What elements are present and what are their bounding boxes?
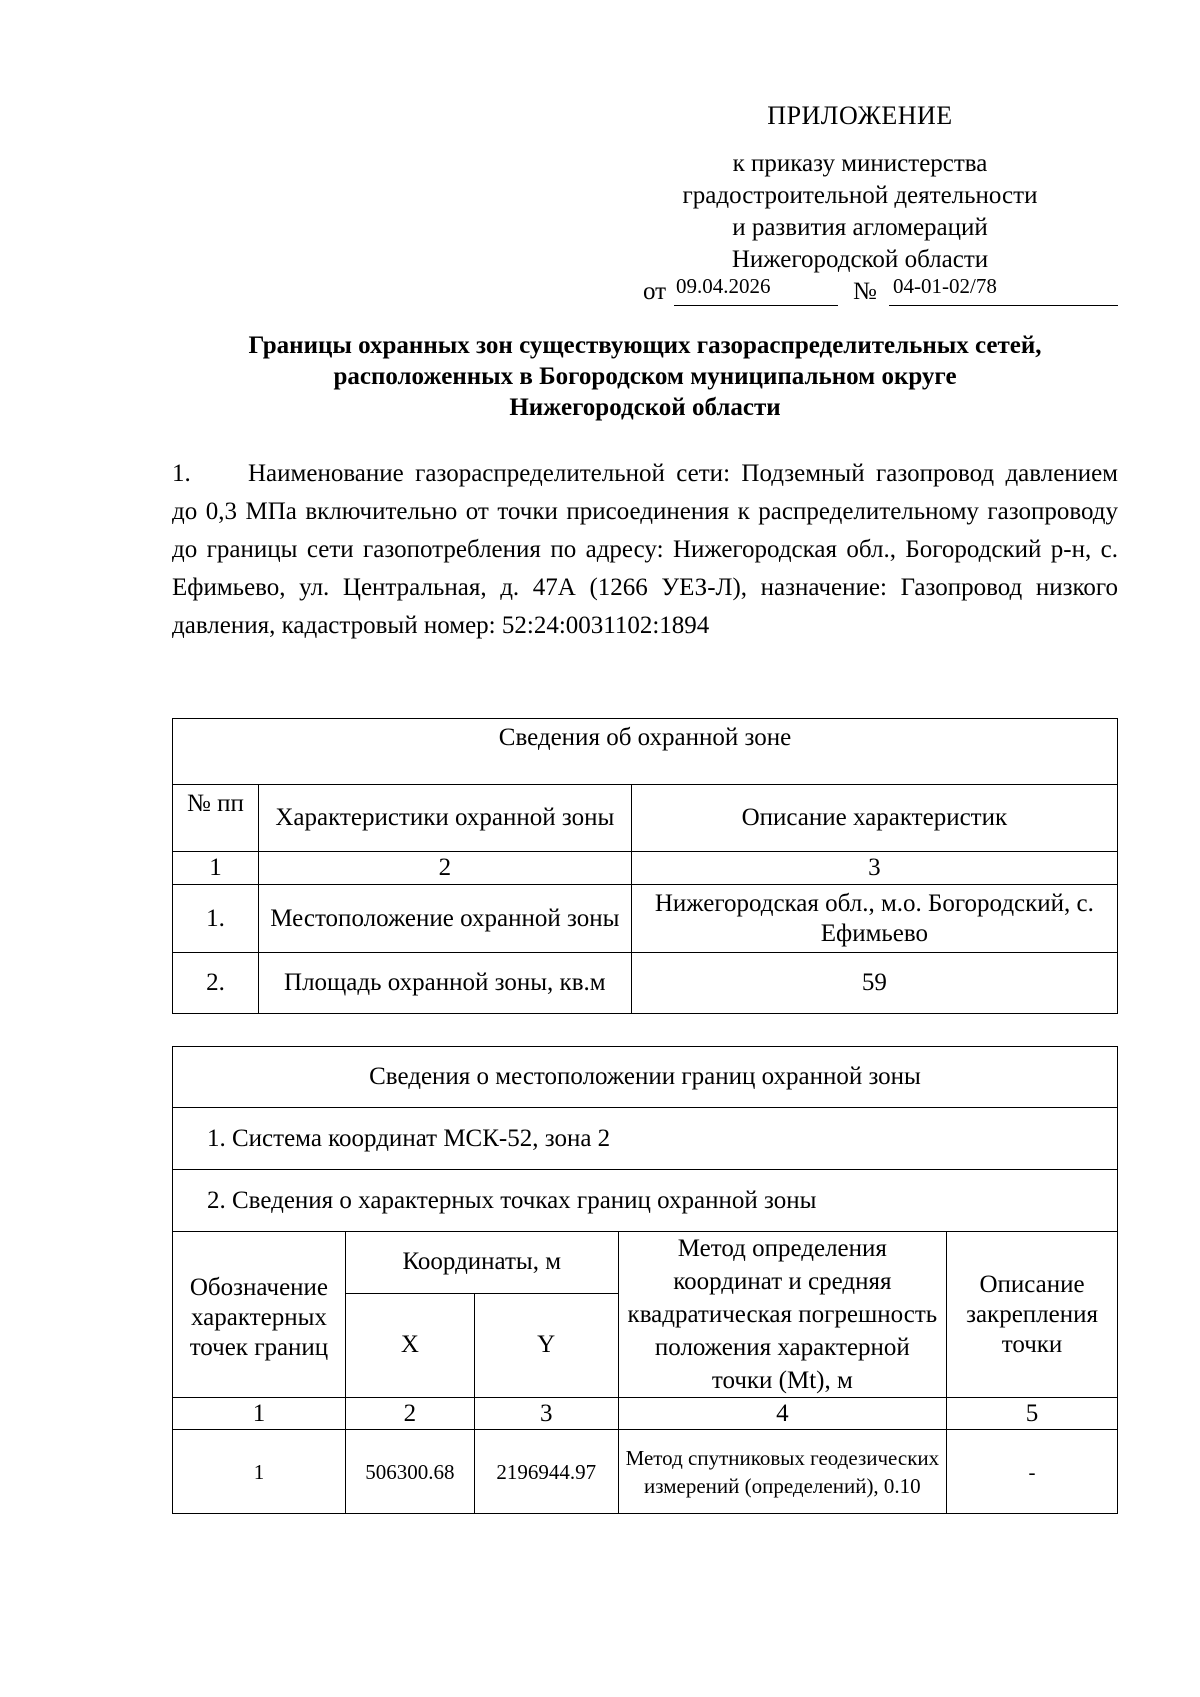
column-number: 1 bbox=[173, 852, 259, 885]
title-line: Границы охранных зон существующих газораспределительных сетей, bbox=[248, 332, 1042, 359]
row-characteristic: Площадь охранной зоны, кв.м bbox=[258, 953, 631, 1014]
appendix-line: и развития агломераций bbox=[732, 214, 988, 241]
header-method: Метод определения координат и средняя квадратическая погрешность положения характерной точки (Mt), м bbox=[618, 1232, 946, 1398]
point-x: 506300.68 bbox=[345, 1430, 474, 1514]
header-number: № пп bbox=[173, 785, 259, 852]
point-y: 2196944.97 bbox=[474, 1430, 618, 1514]
column-number: 4 bbox=[618, 1398, 946, 1430]
header-designation: Обозначение характерных точек границ bbox=[173, 1232, 346, 1398]
column-number: 2 bbox=[258, 852, 631, 885]
row-description: Нижегородская обл., м.о. Богородский, с. Ефимьево bbox=[631, 885, 1117, 953]
header-characteristics: Характеристики охранной зоны bbox=[258, 785, 631, 852]
appendix-line: градостроительной деятельности bbox=[682, 182, 1038, 209]
order-date: 09.04.2026 bbox=[676, 274, 771, 298]
column-number: 2 bbox=[345, 1398, 474, 1430]
number-prefix: № bbox=[853, 278, 877, 305]
column-number: 5 bbox=[947, 1398, 1118, 1430]
header-description: Описание характеристик bbox=[631, 785, 1117, 852]
paragraph-number: 1. bbox=[172, 460, 191, 487]
coordinate-system: 1. Система координат МСК-52, зона 2 bbox=[173, 1108, 1118, 1170]
point-designation: 1 bbox=[173, 1430, 346, 1514]
column-number: 1 bbox=[173, 1398, 346, 1430]
point-method: Метод спутниковых геодезических измерений (определений), 0.10 bbox=[618, 1430, 946, 1514]
date-prefix: от bbox=[643, 278, 667, 305]
table-caption-row bbox=[173, 1047, 1118, 1108]
row-description: 59 bbox=[631, 953, 1117, 1014]
header-fixing: Описание закрепления точки bbox=[947, 1232, 1118, 1398]
column-number-row bbox=[173, 852, 1118, 885]
points-title: 2. Сведения о характерных точках границ охранной зоны bbox=[173, 1170, 1118, 1232]
appendix-subtitle bbox=[640, 148, 1080, 276]
column-number: 3 bbox=[474, 1398, 618, 1430]
table-row bbox=[173, 885, 1118, 953]
paragraph-text: Наименование газораспределительной сети: Подземный газопровод давлением до 0,3 МПа включительно от точки присоединения к распределительному газопроводу до границы сети газопотребления по адресу: Нижегородская обл., Богородский р-н, с. Ефимьево, ул. Центральная, д. 47А (1266 УЕЗ-Л), назначение: Газопровод низкого давления, кадастровый номер: 52:24:0031102:1894 bbox=[172, 460, 1118, 639]
column-number: 3 bbox=[631, 852, 1117, 885]
table-row bbox=[173, 953, 1118, 1014]
table-header-row bbox=[173, 785, 1118, 852]
order-number: 04-01-02/78 bbox=[893, 274, 997, 298]
header-coordinates: Координаты, м bbox=[345, 1232, 618, 1294]
network-description bbox=[172, 455, 1118, 645]
column-number-row bbox=[173, 1398, 1118, 1430]
header-y: Y bbox=[474, 1293, 618, 1397]
row-number: 2. bbox=[173, 953, 259, 1014]
zone-table-caption: Сведения об охранной зоне bbox=[173, 719, 1118, 785]
point-fixing: - bbox=[947, 1430, 1118, 1514]
coordinates-table bbox=[172, 1046, 1118, 1514]
table-header-row bbox=[173, 1232, 1118, 1294]
points-title-row bbox=[173, 1170, 1118, 1232]
date-underline bbox=[674, 305, 838, 306]
coords-table-caption: Сведения о местоположении границ охранной зоны bbox=[173, 1047, 1118, 1108]
row-characteristic: Местоположение охранной зоны bbox=[258, 885, 631, 953]
table-caption-row bbox=[173, 719, 1118, 785]
table-row bbox=[173, 1430, 1118, 1514]
appendix-line: к приказу министерства bbox=[732, 150, 988, 177]
number-underline bbox=[889, 305, 1118, 306]
coordinate-system-row bbox=[173, 1108, 1118, 1170]
document-title bbox=[170, 330, 1120, 423]
zone-info-table bbox=[172, 718, 1118, 1014]
header-x: X bbox=[345, 1293, 474, 1397]
title-line: Нижегородской области bbox=[509, 394, 781, 421]
appendix-line: Нижегородской области bbox=[731, 246, 989, 273]
title-line: расположенных в Богородском муниципальном округе bbox=[333, 363, 957, 390]
row-number: 1. bbox=[173, 885, 259, 953]
appendix-title: ПРИЛОЖЕНИЕ bbox=[767, 101, 953, 130]
